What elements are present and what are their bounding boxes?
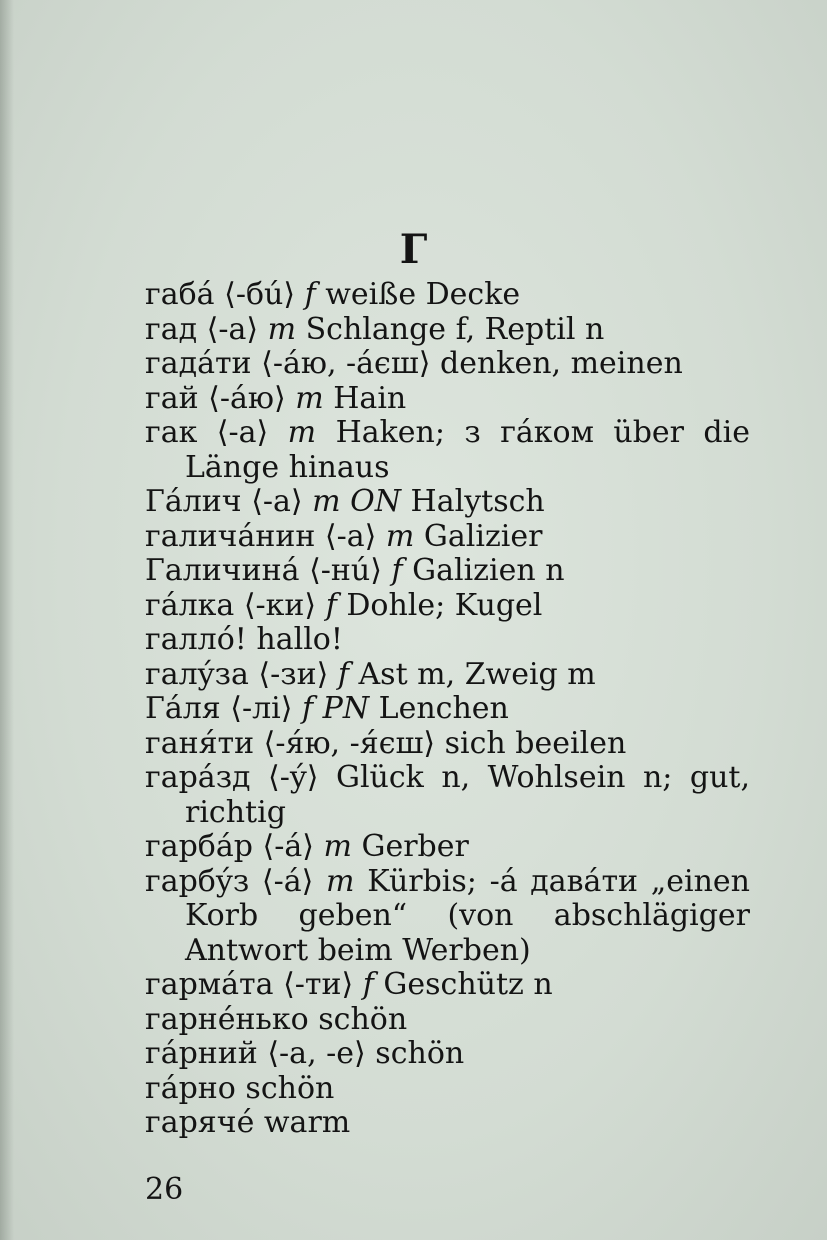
entry-meaning: Gerber	[361, 829, 469, 864]
entry-gram: m	[385, 518, 415, 554]
entry-meaning: denken, meinen	[440, 346, 683, 381]
entry-meaning: Galizien n	[412, 553, 565, 588]
entry-forms: ⟨-нú⟩	[309, 553, 382, 588]
dictionary-entry	[145, 347, 750, 382]
entry-forms: ⟨-а, -е⟩	[267, 1036, 366, 1071]
entry-meaning: hallo!	[256, 622, 343, 657]
entry-head: гáрний	[145, 1036, 258, 1071]
entry-gram: m	[295, 380, 324, 416]
entry-head: Галичинá	[145, 553, 300, 588]
dictionary-entry	[145, 278, 750, 313]
entry-forms: ⟨-а⟩	[324, 518, 377, 554]
dictionary-entry	[145, 1106, 750, 1141]
entry-forms: ⟨-бú⟩	[224, 277, 296, 312]
entry-head: гай	[145, 380, 199, 416]
dictionary-entry	[145, 1003, 750, 1038]
dictionary-entry	[145, 382, 750, 417]
dictionary-entry	[145, 520, 750, 555]
entry-head: гармáта	[145, 967, 274, 1002]
entry-head: гáлка	[145, 587, 235, 623]
entry-head: гарячé	[145, 1105, 255, 1140]
entry-forms: ⟨-лі⟩	[230, 691, 293, 726]
entry-head: габá	[145, 277, 215, 312]
entry-head: гáрно	[145, 1070, 236, 1106]
entry-meaning: Halytsch	[410, 484, 545, 519]
entry-forms: ⟨-а⟩	[251, 484, 303, 519]
entry-meaning: Glück n, Wohlsein n; gut, richtig	[185, 760, 750, 830]
dictionary-entry	[145, 623, 750, 658]
dictionary-entry	[145, 1037, 750, 1072]
entry-meaning: Ast m, Zweig m	[358, 656, 596, 692]
entry-gram: f	[337, 656, 349, 692]
page-edge-shadow	[0, 0, 14, 1240]
entry-head: гадáти	[145, 346, 252, 381]
entry-meaning: schön	[375, 1036, 465, 1071]
entry-gram: m	[323, 829, 352, 864]
entry-head: Гáля	[145, 691, 221, 726]
entry-meaning: schön	[318, 1001, 408, 1037]
entry-forms: ⟨-áю, -áєш⟩	[261, 346, 431, 381]
dictionary-entry	[145, 692, 750, 727]
dictionary-entry	[145, 416, 750, 485]
entry-gram: m	[287, 415, 317, 450]
entry-forms: ⟨-а⟩	[206, 311, 259, 347]
entry-meaning: Hain	[333, 380, 407, 416]
entry-gram: f	[325, 587, 337, 623]
entry-forms: ⟨-ý⟩	[268, 760, 319, 795]
entry-gram: f	[304, 277, 316, 312]
entry-head: гарбáр	[145, 829, 253, 864]
dictionary-entry	[145, 1072, 750, 1107]
entry-gram: m	[267, 311, 297, 347]
entry-meaning: Galizier	[423, 518, 543, 554]
page-number: 26	[145, 1172, 184, 1207]
entry-forms: ⟨-я́ю, -я́єш⟩	[263, 725, 436, 761]
dictionary-entry	[145, 485, 750, 520]
entry-gram: f	[391, 553, 403, 588]
dictionary-entry	[145, 313, 750, 348]
dictionary-entry	[145, 554, 750, 589]
section-letter-heading: Г	[399, 226, 428, 273]
entry-head: гад	[145, 311, 198, 347]
dictionary-entry	[145, 761, 750, 830]
entry-head: гарбýз	[145, 863, 250, 899]
dictionary-entry	[145, 589, 750, 624]
dictionary-entry	[145, 830, 750, 865]
entry-forms: ⟨-á⟩	[261, 863, 314, 899]
entry-forms: ⟨-зи⟩	[258, 656, 329, 692]
entry-gram: m	[326, 863, 355, 899]
entry-forms: ⟨-ки⟩	[243, 587, 317, 623]
entry-meaning: Geschütz n	[383, 967, 553, 1002]
dictionary-entry	[145, 727, 750, 762]
entry-meaning: schön	[245, 1070, 335, 1106]
entry-head: галлó!	[145, 622, 247, 657]
entry-meaning: Dohle; Kugel	[346, 587, 543, 623]
dictionary-entry	[145, 865, 750, 969]
entry-gram: f PN	[302, 691, 370, 726]
entry-head: ганя́ти	[145, 725, 255, 761]
entry-head: Гáлич	[145, 484, 242, 519]
entry-meaning: Haken; з гáком über die Länge hinaus	[185, 415, 750, 485]
entry-list	[145, 278, 750, 1141]
dictionary-entry	[145, 968, 750, 1003]
entry-head: галичáнин	[145, 518, 316, 554]
entry-meaning: Kürbis; -á давáти „einen Korb geben“ (von abschlägiger Antwort beim Werben)	[185, 863, 751, 968]
entry-gram: f	[362, 967, 374, 1002]
entry-forms: ⟨-а⟩	[216, 415, 269, 450]
entry-meaning: Schlange f, Reptil n	[305, 311, 605, 347]
entry-head: гарáзд	[145, 760, 251, 795]
entry-meaning: weiße Decke	[325, 277, 521, 312]
entry-meaning: warm	[263, 1105, 351, 1140]
entry-meaning: Lenchen	[378, 691, 509, 726]
dictionary-entry	[145, 658, 750, 693]
entry-head: галýза	[145, 656, 249, 692]
entry-gram: m ON	[312, 484, 401, 519]
entry-forms: ⟨-á⟩	[262, 829, 314, 864]
entry-head: гак	[145, 415, 198, 450]
entry-forms: ⟨-áю⟩	[208, 380, 286, 416]
entry-head: гарнéнько	[145, 1001, 309, 1037]
entry-forms: ⟨-ти⟩	[283, 967, 354, 1002]
entry-meaning: sich beeilen	[444, 725, 627, 761]
